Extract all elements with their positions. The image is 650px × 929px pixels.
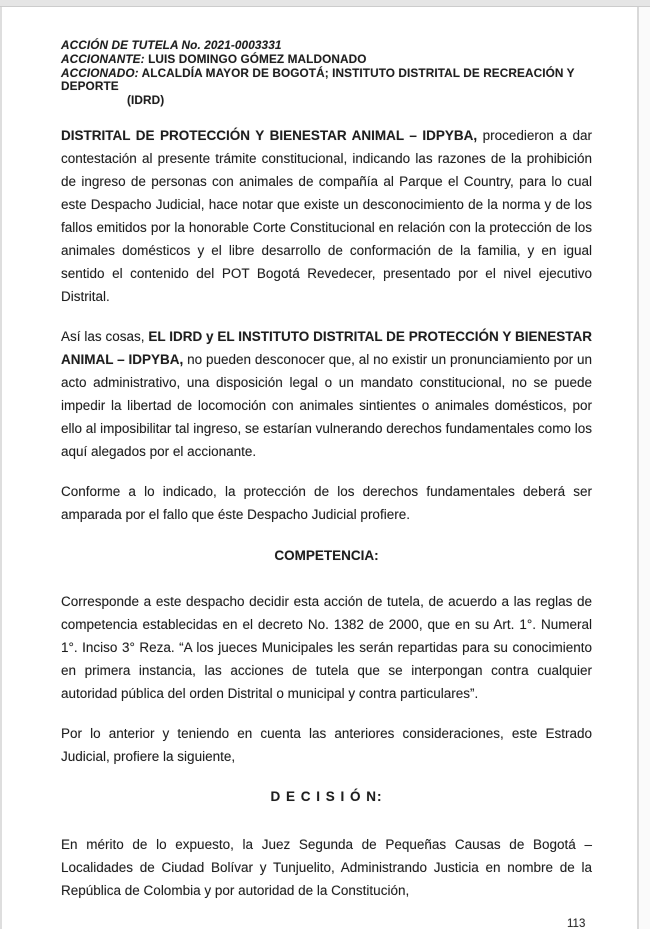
- paragraph-conforme: Conforme a lo indicado, la protección de los derechos fundamentales deberá ser amparada por el fallo que éste Despacho Judicial profiere.: [61, 483, 592, 522]
- case-number-line: ACCIÓN DE TUTELA No. 2021-0003331: [61, 38, 282, 52]
- accionante-value: LUIS DOMINGO GÓMEZ MALDONADO: [148, 51, 367, 66]
- heading-competencia: COMPETENCIA:: [274, 547, 379, 563]
- page-top-edge: [0, 0, 650, 7]
- page-right-margin: [639, 7, 650, 929]
- paragraph-asi-las-cosas-bold: EL IDRD y EL INSTITUTO DISTRITAL DE PROTECCIÓN Y BIENESTAR ANIMAL – IDPYBA,: [61, 328, 593, 367]
- accionado-label: ACCIONADO:: [61, 65, 139, 80]
- scanned-document-page: [2, 7, 637, 929]
- accionante-line: [61, 53, 592, 67]
- paragraph-contestacion-bold: DISTRITAL DE PROTECCIÓN Y BIENESTAR ANIMAL – IDPYBA,: [61, 127, 478, 143]
- document-header: [61, 39, 592, 108]
- page-right-edge: [637, 7, 639, 929]
- accionado-value: ALCALDÍA MAYOR DE BOGOTÁ; INSTITUTO DISTRITAL DE RECREACIÓN Y DEPORTE: [61, 65, 575, 94]
- accionado-line: [61, 67, 592, 95]
- paragraph-contestacion-text: procedieron a dar contestación al presente trámite constitucional, indicando las razones de la prohibición de ingreso de personas con animales de compañía al Parque el Country, para lo cual este Despacho Judicial, hace notar que existe un desconocimiento de la norma y de los fallos emitidos por la honorable Corte Constitucional en relación con la protección de los animales domésticos y el libre desarrollo de conformación de la familia, y en igual sentido el contenido del POT Bogotá Revedecer, presentado por el nivel ejecutivo Distrital.: [61, 127, 592, 304]
- accionante-label: ACCIONANTE:: [61, 51, 145, 66]
- heading-decision: D E C I S I Ó N:: [270, 788, 383, 804]
- paragraph-competencia-reglas: Corresponde a este despacho decidir esta acción de tutela, de acuerdo a las reglas de competencia establecidas en el decreto No. 1382 de 2000, que en su Art. 1°. Numeral 1°. Inciso 3° Reza. “A los jueces Municipales les serán repartidas para su conocimiento en primera instancia, las acciones de tutela que se interpongan contra cualquier autoridad pública del orden Distrital o municipal y contra particulares”.: [61, 593, 592, 701]
- accionado-value-continuation: (IDRD): [127, 93, 165, 108]
- paragraph-contestacion: [61, 124, 592, 308]
- paragraph-asi-las-cosas-text: no pueden desconocer que, al no existir un pronunciamiento por un acto administrativo, una disposición legal o un mandato constitucional, no se puede impedir la libertad de locomoción con animales sintientes o animales domésticos, por ello al imposibilitar tal ingreso, se estarían vulnerando derechos fundamentales como los aquí alegados por el accionante.: [61, 351, 593, 459]
- paragraph-en-merito: En mérito de lo expuesto, la Juez Segunda de Pequeñas Causas de Bogotá – Localidades de Ciudad Bolívar y Tunjuelito, Administrando Justicia en nombre de la República de Colombia y por autoridad de la Constitución,: [61, 836, 592, 898]
- page-number: 113: [567, 918, 586, 929]
- paragraph-asi-las-cosas-lead: Así las cosas,: [61, 328, 145, 344]
- paragraph-asi-las-cosas: [61, 325, 592, 463]
- paragraph-por-lo-anterior: Por lo anterior y teniendo en cuenta las anteriores consideraciones, este Estrado Judicial, profiere la siguiente,: [61, 725, 592, 764]
